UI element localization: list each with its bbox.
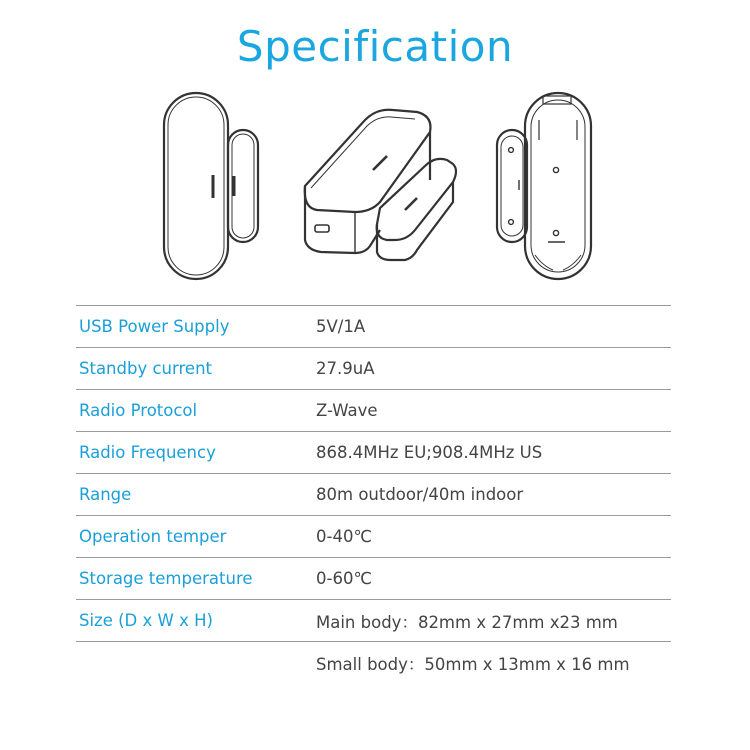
table-row bbox=[76, 390, 671, 432]
spec-label: USB Power Supply bbox=[79, 317, 230, 336]
front-view-icon bbox=[160, 90, 265, 285]
perspective-view-icon bbox=[295, 90, 465, 265]
spec-value: 27.9uA bbox=[316, 359, 375, 378]
specification-table bbox=[76, 305, 671, 684]
spec-value: Z-Wave bbox=[316, 401, 378, 420]
page-title: Specification bbox=[236, 22, 514, 71]
table-row bbox=[76, 432, 671, 474]
spec-value: 868.4MHz EU;908.4MHz US bbox=[316, 443, 543, 462]
product-illustrations bbox=[0, 90, 750, 290]
spec-label: Storage temperature bbox=[79, 569, 253, 588]
spec-label: Size (D x W x H) bbox=[79, 611, 213, 630]
table-row bbox=[76, 474, 671, 516]
spec-label: Radio Protocol bbox=[79, 401, 198, 420]
spec-value: Main body：82mm x 27mm x23 mm bbox=[316, 612, 618, 632]
table-row bbox=[76, 600, 671, 642]
spec-label: Radio Frequency bbox=[79, 443, 216, 462]
spec-value: 0-40℃ bbox=[316, 527, 372, 546]
spec-value: 0-60℃ bbox=[316, 569, 372, 588]
spec-value: Small body：50mm x 13mm x 16 mm bbox=[316, 654, 630, 674]
table-row bbox=[76, 642, 671, 684]
spec-value: 80m outdoor/40m indoor bbox=[316, 485, 524, 504]
spec-value: 5V/1A bbox=[316, 317, 366, 336]
table-row bbox=[76, 306, 671, 348]
back-view-icon bbox=[493, 90, 598, 285]
spec-label: Standby current bbox=[79, 359, 212, 378]
spec-label bbox=[76, 642, 316, 684]
table-row bbox=[76, 558, 671, 600]
table-row bbox=[76, 348, 671, 390]
spec-label: Range bbox=[79, 485, 132, 504]
spec-label: Operation temper bbox=[79, 527, 227, 546]
table-row bbox=[76, 516, 671, 558]
